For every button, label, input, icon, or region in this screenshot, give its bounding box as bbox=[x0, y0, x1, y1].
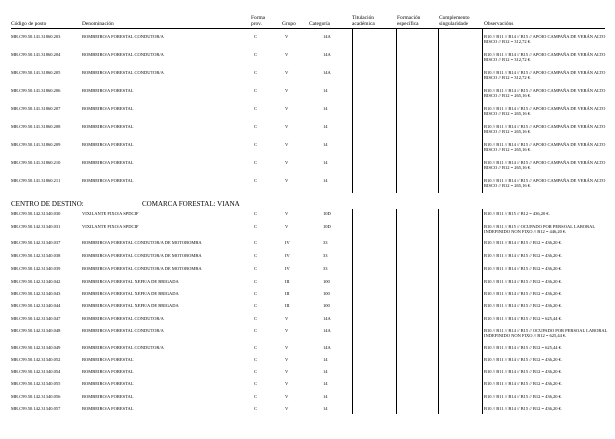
cell-forma: C bbox=[254, 253, 258, 258]
cell-observations: B10 // B11 // B14 // B15 // APOIO CAMPAÑA DE VERÁN ALTO RISCO // B12 = 265,16 €. bbox=[484, 142, 606, 153]
cell-observations: B10 // B11 // B14 // B15 // B12 = 625,44 €. bbox=[484, 345, 563, 350]
cell-observations: B10 // B11 // B14 // B15 // B12 = 436,20 €. bbox=[484, 406, 563, 411]
cell-denomination: BOMBEIRO/A FORESTAL bbox=[82, 142, 134, 147]
cell-group: V bbox=[285, 394, 289, 399]
cell-code: MR.C99.50.142.31340.030 bbox=[11, 211, 61, 216]
cell-code: MR.C99.50.141.31860.206 bbox=[11, 88, 61, 93]
cell-category: 14 bbox=[323, 106, 328, 111]
cell-denomination: BOMBEIRO/A FORESTAL bbox=[82, 406, 134, 411]
cell-group: V bbox=[285, 34, 289, 39]
cell-observations: B10 // B11 // B14 // B15 // B12 = 436,20 €. bbox=[484, 279, 563, 284]
cell-category: 33 bbox=[323, 253, 328, 258]
cell-category: 14A bbox=[323, 52, 331, 57]
header-code: Código de posto bbox=[11, 21, 47, 27]
cell-forma: C bbox=[254, 369, 258, 374]
cell-category: 14 bbox=[323, 369, 328, 374]
cell-forma: C bbox=[254, 106, 258, 111]
cell-forma: C bbox=[254, 224, 258, 229]
cell-observations: B10 // B11 // B14 // B15 // APOIO CAMPAÑA DE VERÁN ALTO RISCO // B12 = 312,72 €. bbox=[484, 34, 606, 45]
cell-group: IV bbox=[285, 240, 290, 245]
cell-denomination: BOMBEIRO/A FORESTAL bbox=[82, 357, 134, 362]
cell-observations: B10 // B11 // B14 // B15 // B12 = 436,20 €. bbox=[484, 357, 563, 362]
cell-forma: C bbox=[254, 52, 258, 57]
cell-observations: B10 // B11 // B14 // B15 // B12 = 436,20 €. bbox=[484, 394, 563, 399]
cell-group: V bbox=[285, 345, 289, 350]
cell-code: MR.C99.50.142.31340.039 bbox=[11, 266, 61, 271]
cell-code: MR.C99.50.142.31340.057 bbox=[11, 406, 61, 411]
cell-forma: C bbox=[254, 279, 258, 284]
cell-denomination: VIXILANTE FIXO/A SPDCIF bbox=[82, 224, 139, 229]
column-rule bbox=[438, 209, 439, 414]
cell-code: MR.C99.50.142.31340.049 bbox=[11, 345, 61, 350]
cell-denomination: BOMBEIRO/A FORESTAL bbox=[82, 160, 134, 165]
header-denomination: Denominación bbox=[82, 21, 114, 27]
cell-code: MR.C99.50.141.31860.208 bbox=[11, 124, 61, 129]
cell-observations: B10 // B11 // B14 // B15 // B12 = 436,20 €. bbox=[484, 303, 563, 308]
header-group: Grupo bbox=[282, 21, 296, 27]
cell-denomination: BOMBEIRO/A FORESTAL CONDUTOR/A bbox=[82, 345, 164, 350]
cell-category: 14A bbox=[323, 328, 331, 333]
header-titulacion-2: académica bbox=[352, 21, 375, 27]
header-complemento: Complemento bbox=[439, 15, 470, 21]
cell-group: V bbox=[285, 70, 289, 75]
cell-group: V bbox=[285, 52, 289, 57]
cell-code: MR.C99.50.142.31340.042 bbox=[11, 279, 61, 284]
cell-code: MR.C99.50.141.31860.207 bbox=[11, 106, 61, 111]
cell-observations: B10 // B11 // B14 // B15 // B12 = 436,20 €. bbox=[484, 240, 563, 245]
cell-group: V bbox=[285, 224, 289, 229]
cell-category: 100 bbox=[323, 279, 330, 284]
cell-code: MR.C99.50.141.31860.211 bbox=[11, 178, 61, 183]
cell-observations: B10 // B11 // B14 // B15 // B12 = 625,44 €. bbox=[484, 316, 563, 321]
cell-group: V bbox=[285, 178, 289, 183]
cell-denomination: BOMBEIRO/A FORESTAL CONDUTOR/A DE MOTOBOMBA bbox=[82, 266, 202, 271]
cell-group: III bbox=[285, 279, 290, 284]
cell-category: 14 bbox=[323, 88, 328, 93]
cell-category: 14A bbox=[323, 345, 331, 350]
cell-denomination: BOMBEIRO/A FORESTAL CONDUTOR/A DE MOTOBOMBA bbox=[82, 240, 202, 245]
cell-observations: B10 // B11 // B14 // B15 // APOIO CAMPAÑA DE VERÁN ALTO RISCO // B12 = 265,16 €. bbox=[484, 124, 606, 135]
cell-group: IV bbox=[285, 253, 290, 258]
cell-category: 10D bbox=[323, 211, 331, 216]
cell-observations: B10 // B11 // B14 // B15 // B12 = 436,20 €. bbox=[484, 253, 563, 258]
header-complemento-2: singularidade bbox=[439, 21, 469, 27]
cell-category: 14 bbox=[323, 357, 328, 362]
cell-category: 33 bbox=[323, 266, 328, 271]
header-category: Categoría bbox=[309, 21, 330, 27]
cell-category: 100 bbox=[323, 291, 330, 296]
cell-code: MR.C99.50.141.31860.210 bbox=[11, 160, 61, 165]
cell-forma: C bbox=[254, 328, 258, 333]
header-rule bbox=[11, 28, 605, 29]
cell-category: 14 bbox=[323, 160, 328, 165]
cell-category: 14 bbox=[323, 142, 328, 147]
cell-code: MR.C99.50.141.31860.209 bbox=[11, 142, 61, 147]
cell-category: 33 bbox=[323, 240, 328, 245]
header-formacion-2: específica bbox=[397, 21, 419, 27]
cell-denomination: BOMBEIRO/A FORESTAL XEFE/A DE BRIGADA bbox=[82, 291, 179, 296]
cell-forma: C bbox=[254, 124, 258, 129]
cell-code: MR.C99.50.142.31340.054 bbox=[11, 369, 61, 374]
cell-code: MR.C99.50.142.31340.052 bbox=[11, 357, 61, 362]
cell-group: V bbox=[285, 328, 289, 333]
cell-forma: C bbox=[254, 406, 258, 411]
cell-code: MR.C99.50.141.31860.204 bbox=[11, 52, 61, 57]
column-rule bbox=[396, 209, 397, 414]
cell-code: MR.C99.50.142.31340.044 bbox=[11, 303, 61, 308]
cell-category: 14 bbox=[323, 394, 328, 399]
cell-category: 14A bbox=[323, 70, 331, 75]
cell-code: MR.C99.50.142.31340.031 bbox=[11, 224, 61, 229]
cell-forma: C bbox=[254, 316, 258, 321]
header-titulacion: Titulación bbox=[352, 15, 374, 21]
cell-group: III bbox=[285, 291, 290, 296]
header-formacion: Formación bbox=[397, 15, 421, 21]
cell-code: MR.C99.50.142.31340.055 bbox=[11, 381, 61, 386]
cell-forma: C bbox=[254, 266, 258, 271]
cell-code: MR.C99.50.142.31340.047 bbox=[11, 316, 61, 321]
cell-forma: C bbox=[254, 394, 258, 399]
cell-denomination: BOMBEIRO/A FORESTAL CONDUTOR/A bbox=[82, 52, 164, 57]
cell-group: V bbox=[285, 211, 289, 216]
cell-forma: C bbox=[254, 357, 258, 362]
cell-forma: C bbox=[254, 303, 258, 308]
header-forma: Forma bbox=[251, 15, 266, 21]
cell-group: V bbox=[285, 381, 289, 386]
cell-category: 10D bbox=[323, 224, 331, 229]
cell-code: MR.C99.50.142.31340.056 bbox=[11, 394, 61, 399]
cell-observations: B10 // B11 // B14 // B15 // B12 = 436,20 €. bbox=[484, 266, 563, 271]
cell-code: MR.C99.50.142.31340.037 bbox=[11, 240, 61, 245]
cell-observations: B10 // B11 // B14 // B15 // APOIO CAMPAÑA DE VERÁN ALTO RISCO // B12 = 265,16 €. bbox=[484, 106, 606, 117]
centro-destino-label: CENTRO DE DESTINO: bbox=[11, 200, 84, 208]
cell-forma: C bbox=[254, 240, 258, 245]
cell-category: 14 bbox=[323, 124, 328, 129]
cell-group: V bbox=[285, 142, 289, 147]
cell-forma: C bbox=[254, 291, 258, 296]
cell-category: 14 bbox=[323, 381, 328, 386]
cell-observations: B10 // B11 // B15 // OCUPADO POR PERSOAL LABORAL INDEFINIDO NON FIXO // B12 = 446,20 €. bbox=[484, 224, 595, 235]
cell-category: 14 bbox=[323, 178, 328, 183]
cell-observations: B10 // B11 // B14 // B15 // B12 = 436,20 €. bbox=[484, 369, 563, 374]
cell-forma: C bbox=[254, 70, 258, 75]
cell-observations: B10 // B11 // B14 // B15 // APOIO CAMPAÑA DE VERÁN ALTO RISCO // B12 = 312,72 €. bbox=[484, 52, 606, 63]
cell-forma: C bbox=[254, 88, 258, 93]
cell-code: MR.C99.50.141.31860.203 bbox=[11, 34, 61, 39]
column-rule bbox=[352, 209, 353, 414]
cell-denomination: BOMBEIRO/A FORESTAL XEFE/A DE BRIGADA bbox=[82, 303, 179, 308]
comarca-label: COMARCA FORESTAL: VIANA bbox=[142, 200, 240, 208]
cell-denomination: BOMBEIRO/A FORESTAL bbox=[82, 369, 134, 374]
cell-code: MR.C99.50.142.31340.048 bbox=[11, 328, 61, 333]
cell-forma: C bbox=[254, 381, 258, 386]
cell-group: V bbox=[285, 316, 289, 321]
cell-observations: B10 // B11 // B14 // B15 // B12 = 436,20 €. bbox=[484, 291, 563, 296]
cell-group: V bbox=[285, 106, 289, 111]
cell-category: 14 bbox=[323, 406, 328, 411]
cell-denomination: BOMBEIRO/A FORESTAL bbox=[82, 124, 134, 129]
cell-group: V bbox=[285, 369, 289, 374]
cell-denomination: BOMBEIRO/A FORESTAL bbox=[82, 394, 134, 399]
cell-group: V bbox=[285, 160, 289, 165]
cell-category: 14A bbox=[323, 34, 331, 39]
cell-forma: C bbox=[254, 178, 258, 183]
cell-group: V bbox=[285, 88, 289, 93]
cell-code: MR.C99.50.141.31860.205 bbox=[11, 70, 61, 75]
cell-observations: B10 // B11 // B14 // B15 // OCUPADO POR PERSOAL LABORAL INDEFINIDO NON FIXO // B12 = 625,44 €. bbox=[484, 328, 608, 339]
cell-observations: B10 // B11 // B15 // B12 = 436,20 €. bbox=[484, 211, 550, 216]
cell-category: 100 bbox=[323, 303, 330, 308]
cell-denomination: BOMBEIRO/A FORESTAL CONDUTOR/A DE MOTOBOMBA bbox=[82, 253, 202, 258]
cell-denomination: BOMBEIRO/A FORESTAL bbox=[82, 178, 134, 183]
cell-denomination: BOMBEIRO/A FORESTAL CONDUTOR/A bbox=[82, 316, 164, 321]
cell-group: V bbox=[285, 357, 289, 362]
cell-denomination: BOMBEIRO/A FORESTAL XEFE/A DE BRIGADA bbox=[82, 279, 179, 284]
cell-forma: C bbox=[254, 160, 258, 165]
cell-group: V bbox=[285, 124, 289, 129]
header-observations: Observacións bbox=[484, 21, 514, 27]
header-forma-2: prov. bbox=[251, 21, 262, 27]
cell-forma: C bbox=[254, 211, 258, 216]
cell-denomination: VIXILANTE FIXO/A SPDCIF bbox=[82, 211, 139, 216]
cell-observations: B10 // B11 // B14 // B15 // APOIO CAMPAÑA DE VERÁN ALTO RISCO // B12 = 265,16 €. bbox=[484, 88, 606, 99]
cell-code: MR.C99.50.142.31340.038 bbox=[11, 253, 61, 258]
cell-denomination: BOMBEIRO/A FORESTAL bbox=[82, 88, 134, 93]
cell-group: IV bbox=[285, 266, 290, 271]
cell-forma: C bbox=[254, 345, 258, 350]
cell-observations: B10 // B11 // B14 // B15 // APOIO CAMPAÑA DE VERÁN ALTO RISCO // B12 = 265,16 €. bbox=[484, 178, 606, 189]
cell-denomination: BOMBEIRO/A FORESTAL CONDUTOR/A bbox=[82, 70, 164, 75]
cell-denomination: BOMBEIRO/A FORESTAL bbox=[82, 106, 134, 111]
cell-observations: B10 // B11 // B14 // B15 // APOIO CAMPAÑA DE VERÁN ALTO RISCO // B12 = 312,72 €. bbox=[484, 70, 606, 81]
column-rule bbox=[482, 28, 483, 193]
cell-denomination: BOMBEIRO/A FORESTAL bbox=[82, 381, 134, 386]
column-rule bbox=[352, 28, 353, 193]
cell-category: 14A bbox=[323, 316, 331, 321]
cell-denomination: BOMBEIRO/A FORESTAL CONDUTOR/A bbox=[82, 328, 164, 333]
column-rule bbox=[482, 209, 483, 414]
cell-forma: C bbox=[254, 142, 258, 147]
cell-code: MR.C99.50.142.31340.043 bbox=[11, 291, 61, 296]
cell-observations: B10 // B11 // B14 // B15 // APOIO CAMPAÑA DE VERÁN ALTO RISCO // B12 = 265,16 €. bbox=[484, 160, 606, 171]
cell-observations: B10 // B11 // B14 // B15 // B12 = 436,20 €. bbox=[484, 381, 563, 386]
column-rule bbox=[438, 28, 439, 193]
cell-forma: C bbox=[254, 34, 258, 39]
cell-denomination: BOMBEIRO/A FORESTAL CONDUTOR/A bbox=[82, 34, 164, 39]
cell-group: V bbox=[285, 406, 289, 411]
cell-group: III bbox=[285, 303, 290, 308]
column-rule bbox=[396, 28, 397, 193]
